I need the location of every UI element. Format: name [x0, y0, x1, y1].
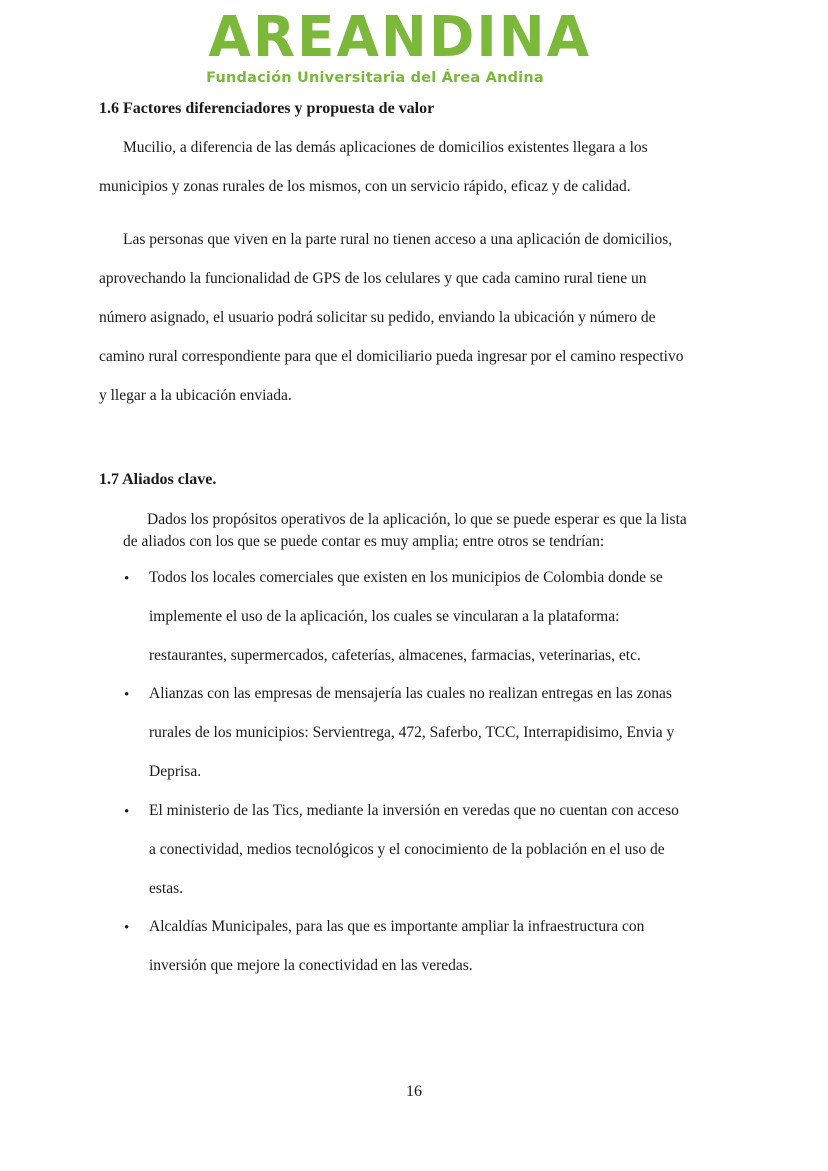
list-item — [124, 916, 744, 994]
bullet-icon: • — [124, 920, 130, 936]
list-item — [124, 567, 744, 684]
section-heading-1-6: 1.6 Factores diferenciadores y propuesta de valor — [99, 100, 435, 117]
text-line: municipios y zonas rurales de los mismos, con un servicio rápido, eficaz y de calidad. — [99, 178, 631, 195]
bullet-icon: • — [124, 804, 130, 820]
paragraph-differentiators-1 — [99, 137, 739, 215]
text-line: Las personas que viven en la parte rural no tienen acceso a una aplicación de domicilios, — [123, 231, 673, 248]
text-line: de aliados con los que se puede contar es muy amplia; entre otros se tendrían: — [123, 533, 605, 550]
text-line: restaurantes, supermercados, cafeterías, almacenes, farmacias, veterinarias, etc. — [149, 647, 641, 664]
list-item — [124, 683, 744, 800]
text-line: Alcaldías Municipales, para las que es importante ampliar la infraestructura con — [149, 918, 645, 935]
bullet-icon: • — [124, 571, 130, 587]
paragraph-allies-intro — [99, 509, 739, 553]
text-line: Mucilio, a diferencia de las demás aplicaciones de domicilios existentes llegara a los — [123, 139, 648, 156]
text-line: camino rural correspondiente para que el domiciliario pueda ingresar por el camino respectivo — [99, 348, 684, 365]
text-line: estas. — [149, 880, 184, 897]
text-line: implemente el uso de la aplicación, los cuales se vincularan a la plataforma: — [149, 608, 620, 625]
section-heading-1-7: 1.7 Aliados clave. — [99, 471, 217, 488]
logo-subtitle: Fundación Universitaria del Área Andina — [206, 70, 544, 86]
text-line: Deprisa. — [149, 763, 202, 780]
text-line: Alianzas con las empresas de mensajería las cuales no realizan entregas en las zonas — [149, 685, 672, 702]
logo-wordmark: AREANDINA — [208, 5, 592, 70]
text-line: aprovechando la funcionalidad de GPS de los celulares y que cada camino rural tiene un — [99, 270, 647, 287]
page-number: 16 — [406, 1083, 422, 1100]
text-line: y llegar a la ubicación enviada. — [99, 387, 292, 404]
text-line: número asignado, el usuario podrá solicitar su pedido, enviando la ubicación y número de — [99, 309, 656, 326]
areandina-logo — [205, 5, 592, 90]
text-line: Dados los propósitos operativos de la aplicación, lo que se puede esperar es que la lista — [147, 511, 687, 528]
paragraph-differentiators-2 — [99, 229, 739, 424]
text-line: Todos los locales comerciales que existen en los municipios de Colombia donde se — [149, 569, 663, 586]
bullet-icon: • — [124, 687, 130, 703]
list-item — [124, 800, 744, 917]
text-line: rurales de los municipios: Servientrega, 472, Saferbo, TCC, Interrapidisimo, Envia y — [149, 724, 675, 741]
text-line: a conectividad, medios tecnológicos y el conocimiento de la población en el uso de — [149, 841, 665, 858]
text-line: El ministerio de las Tics, mediante la inversión en veredas que no cuentan con acceso — [149, 802, 679, 819]
text-line: inversión que mejore la conectividad en las veredas. — [149, 957, 473, 974]
